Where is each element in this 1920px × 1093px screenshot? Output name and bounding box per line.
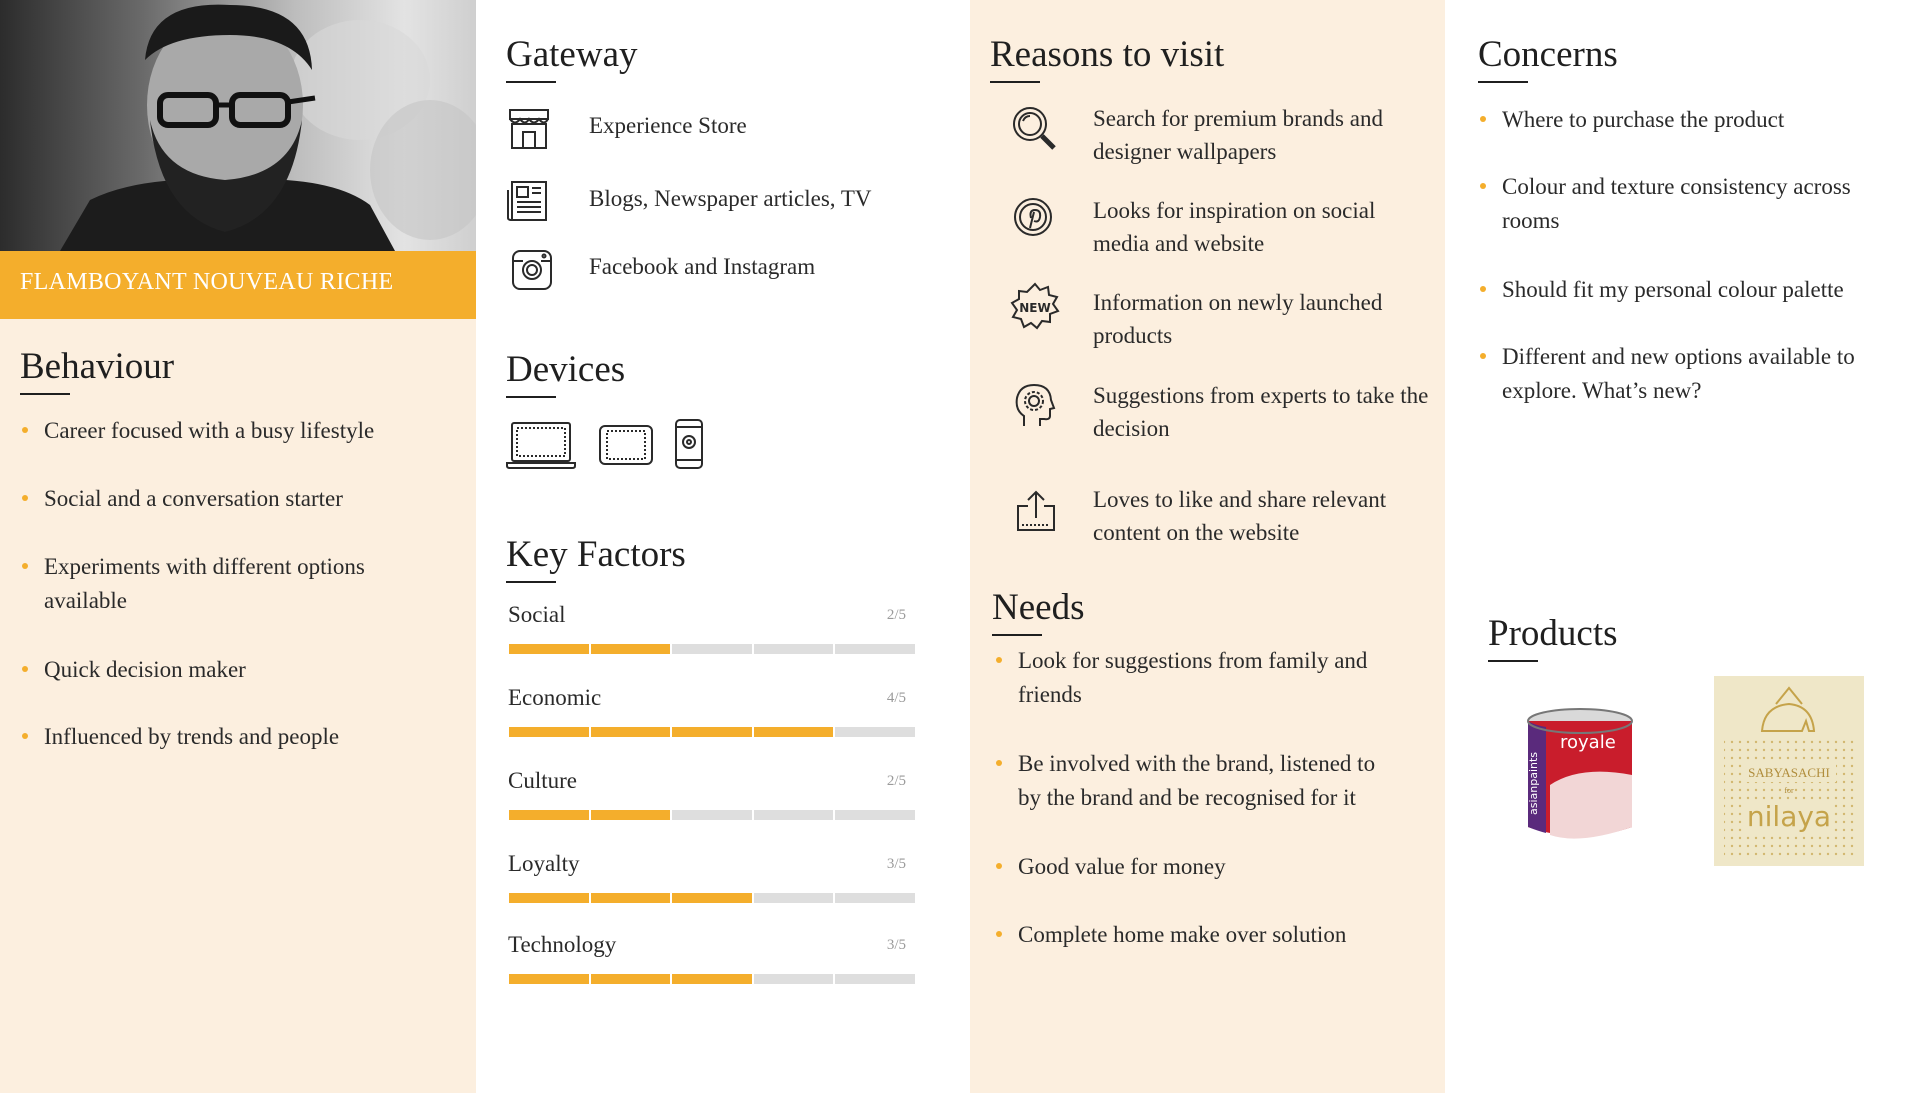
- bar-segment-filled: [509, 810, 589, 820]
- bullet-dot: [22, 733, 28, 739]
- key-factor-score: 4/5: [886, 690, 906, 706]
- bullet-dot: [996, 657, 1002, 663]
- bar-segment-filled: [591, 727, 671, 737]
- gateway-title: Gateway: [506, 34, 638, 75]
- pinterest-icon: [1012, 196, 1054, 238]
- magnifier-icon: [1010, 104, 1058, 152]
- new-badge-icon: [1010, 282, 1060, 332]
- gateway-item-label: Experience Store: [589, 113, 747, 138]
- bullet-dot: [996, 760, 1002, 766]
- key-factor-bar: [509, 644, 915, 654]
- persona-photo: [0, 0, 476, 251]
- bar-segment-filled: [509, 893, 589, 903]
- key-factor-label: Technology: [508, 932, 617, 957]
- bullet-dot: [1480, 183, 1486, 189]
- product-for: for: [1784, 786, 1794, 795]
- bar-segment-empty: [672, 810, 752, 820]
- bullet-dot: [1480, 286, 1486, 292]
- share-icon: [1014, 488, 1058, 534]
- bullet-dot: [1480, 353, 1486, 359]
- bar-segment-filled: [591, 644, 671, 654]
- laptop-icon: [506, 420, 576, 470]
- reason-text: Suggestions from experts to take the decision: [1093, 383, 1429, 441]
- bar-segment-filled: [754, 727, 834, 737]
- key-factor-bar: [509, 727, 915, 737]
- bar-segment-filled: [509, 727, 589, 737]
- reason-text: Loves to like and share relevant content on the website: [1093, 487, 1387, 545]
- gateway-item-label: Blogs, Newspaper articles, TV: [589, 186, 872, 211]
- bullet-dot: [996, 863, 1002, 869]
- persona-name: FLAMBOYANT NOUVEAU RICHE: [20, 269, 394, 295]
- key-factor-bar: [509, 810, 915, 820]
- instagram-icon: [510, 248, 554, 292]
- key-factor-score: 2/5: [886, 607, 906, 623]
- tablet-icon: [598, 424, 654, 466]
- bar-segment-empty: [754, 893, 834, 903]
- product-sabyasachi-nilaya: [1714, 676, 1864, 866]
- bullet-dot: [22, 666, 28, 672]
- bullet-dot: [22, 495, 28, 501]
- bar-segment-empty: [835, 974, 915, 984]
- bullet-dot: [1480, 116, 1486, 122]
- gateway-item-label: Facebook and Instagram: [589, 254, 816, 279]
- newspaper-icon: [506, 178, 552, 224]
- key-factor-label: Loyalty: [508, 851, 580, 876]
- product-royale-tin: [1520, 705, 1640, 845]
- product-name: nilaya: [1746, 800, 1832, 833]
- behaviour-title: Behaviour: [20, 346, 175, 387]
- product-name: royale: [1560, 732, 1616, 753]
- bar-segment-empty: [835, 810, 915, 820]
- bar-segment-filled: [672, 727, 752, 737]
- key-factor-score: 3/5: [886, 937, 906, 953]
- key-factor-bar: [509, 893, 915, 903]
- key-factors-title: Key Factors: [506, 534, 686, 575]
- needs-title: Needs: [992, 587, 1085, 628]
- svg-text:NEW: NEW: [1019, 301, 1051, 315]
- concerns-title: Concerns: [1478, 34, 1618, 75]
- bar-segment-empty: [835, 893, 915, 903]
- bar-segment-filled: [591, 974, 671, 984]
- store-icon: [506, 106, 552, 152]
- product-brand: SABYASACHI: [1748, 765, 1830, 780]
- reason-text: Search for premium brands and designer wallpapers: [1093, 106, 1383, 164]
- key-factor-bar: [509, 974, 915, 984]
- bar-segment-filled: [509, 644, 589, 654]
- bullet-dot: [22, 563, 28, 569]
- bar-segment-empty: [754, 974, 834, 984]
- reason-text: Information on newly launched products: [1093, 290, 1383, 348]
- key-factor-label: Economic: [508, 685, 602, 710]
- bar-segment-filled: [509, 974, 589, 984]
- key-factor-label: Social: [508, 602, 566, 627]
- devices-title: Devices: [506, 349, 626, 390]
- bar-segment-filled: [672, 974, 752, 984]
- concerns-column: [1445, 0, 1920, 1093]
- bar-segment-empty: [754, 644, 834, 654]
- product-brand: asianpaints: [1527, 751, 1540, 815]
- bullet-dot: [996, 931, 1002, 937]
- expert-head-icon: [1012, 382, 1056, 428]
- bar-segment-empty: [835, 727, 915, 737]
- persona-name-bar: [0, 251, 476, 319]
- bar-segment-empty: [754, 810, 834, 820]
- key-factor-label: Culture: [508, 768, 577, 793]
- key-factor-score: 2/5: [886, 773, 906, 789]
- key-factor-score: 3/5: [886, 856, 906, 872]
- smartphone-icon: [673, 418, 705, 470]
- bar-segment-filled: [591, 810, 671, 820]
- bar-segment-empty: [835, 644, 915, 654]
- bar-segment-empty: [672, 644, 752, 654]
- products-title: Products: [1488, 613, 1618, 654]
- bar-segment-filled: [672, 893, 752, 903]
- bar-segment-filled: [591, 893, 671, 903]
- reasons-title: Reasons to visit: [990, 34, 1225, 75]
- bullet-dot: [22, 427, 28, 433]
- reason-text: Looks for inspiration on social media and website: [1093, 198, 1376, 256]
